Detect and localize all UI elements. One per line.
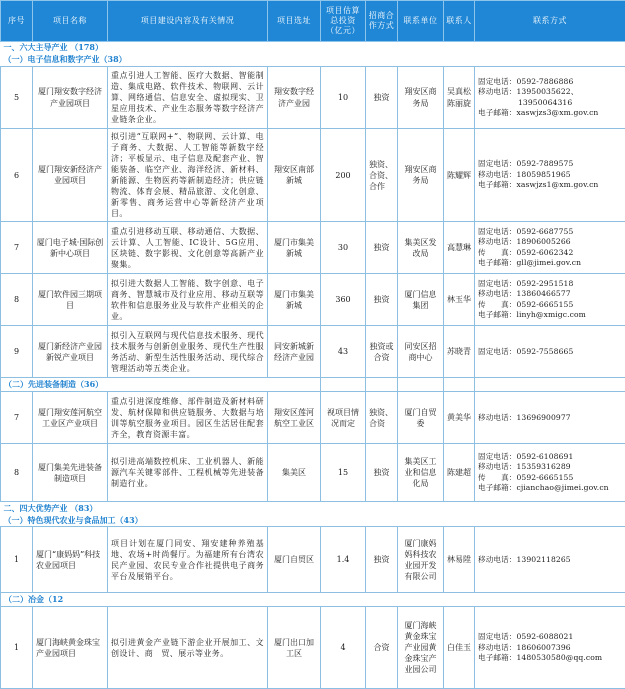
- table-row: [1, 392, 625, 444]
- contact-line: 移动电话：13902118265: [478, 555, 622, 565]
- cell-no: 7: [1, 222, 33, 274]
- table-row: [1, 274, 625, 326]
- header-content: 项目建设内容及有关情况: [108, 1, 268, 42]
- cell-person: 苏晓青: [444, 326, 475, 378]
- cell-investment: 视项目情况而定: [321, 392, 366, 444]
- cell-unit: 同安区招商中心: [398, 326, 444, 378]
- cell-contact: [475, 326, 625, 378]
- contact-line: 移动电话：18606007396: [478, 643, 622, 653]
- cell-mode: 独资: [366, 222, 398, 274]
- subsection-heading-row: [1, 514, 625, 527]
- cell-no: 5: [1, 67, 33, 129]
- section-heading: 二、四大优势产业 （83）: [1, 502, 625, 515]
- contact-line: 移动电话：13950035622、: [478, 87, 622, 97]
- cell-desc: 项目计划在厦门同安、翔安建种养殖基地、农场+时尚餐厅。为福建所有台湾农民产业园、农民专业合作社提供电子商务平台及展销平台。: [108, 527, 268, 593]
- header-row: [1, 1, 625, 42]
- cell-desc: 拟引入互联网与现代信息技术服务、现代技术服务与创新创业服务、现代生产性服务活动、新型生活性服务活动、现代综合管理活动等五类企业。: [108, 326, 268, 378]
- cell-site: 厦门市集美新城: [268, 274, 321, 326]
- header-contact-info: 联系方式: [475, 1, 625, 42]
- section-heading-row: [1, 502, 625, 515]
- cell-name: 厦门翔安数字经济产业园项目: [33, 67, 108, 129]
- cell-unit: 翔安区商务局: [398, 129, 444, 222]
- cell-mode: 独资、合资: [366, 392, 398, 444]
- cell-desc: 拟引进“互联网+”、物联网、云计算、电子商务、大数据、人工智能等新数字经济；平板显示、电子信息及配套产业、智能装备、临空产业、海洋经济、新材料、新能源、生物医药等新制造经济；供应链物流、体育会展、精品旅游、文化创意、新零售、商务运营中心等新经济产业项目。: [108, 129, 268, 222]
- cell-name: 厦门新经济产业园新锐产业项目: [33, 326, 108, 378]
- cell-mode: 独资: [366, 444, 398, 502]
- cell-investment: 10: [321, 67, 366, 129]
- cell-mode: 独资: [366, 274, 398, 326]
- cell-person: 林玉华: [444, 274, 475, 326]
- cell-site: 集美区: [268, 444, 321, 502]
- section-heading: 一、六大主导产业 （178）: [1, 42, 625, 55]
- cell-mode: 独资或合资: [366, 326, 398, 378]
- cell-investment: 30: [321, 222, 366, 274]
- cell-site: 同安新城新经济产业园: [268, 326, 321, 378]
- cell-investment: 200: [321, 129, 366, 222]
- cell-no: 8: [1, 444, 33, 502]
- contact-line: 移动电话：18059851965: [478, 170, 622, 180]
- cell-desc: 重点引进移动互联、移动通信、大数据、云计算、人工智能、IC设计、5G应用、区块链、数字影视、文化创意等高新产业聚集。: [108, 222, 268, 274]
- contact-line: 传 真：0592-6665155: [478, 300, 622, 310]
- table-row: [1, 67, 625, 129]
- empty-cell: [398, 378, 444, 392]
- contact-line: 电子邮箱：1480530580@qq.com: [478, 653, 622, 663]
- contact-line: 移动电话：13860466577: [478, 289, 622, 299]
- contact-line: 固定电话：0592-6687755: [478, 227, 622, 237]
- cell-name: 厦门翔安新经济产业园项目: [33, 129, 108, 222]
- cell-person: 陈建超: [444, 444, 475, 502]
- contact-line: 固定电话：0592-6088021: [478, 632, 622, 642]
- cell-unit: 厦门自贸委: [398, 392, 444, 444]
- section-heading-row: [1, 42, 625, 55]
- cell-investment: 4: [321, 607, 366, 689]
- contact-line: 移动电话：15359316289: [478, 462, 622, 472]
- cell-site: 厦门出口加工区: [268, 607, 321, 689]
- contact-line: 移动电话：18906005266: [478, 237, 622, 247]
- cell-site: 厦门自贸区: [268, 527, 321, 593]
- header-site: 项目选址: [268, 1, 321, 42]
- cell-no: 8: [1, 274, 33, 326]
- cell-name: 厦门电子城·国际创新中心项目: [33, 222, 108, 274]
- cell-mode: 合资: [366, 607, 398, 689]
- cell-name: 厦门翔安莲河航空工业区产业项目: [33, 392, 108, 444]
- cell-unit: 厦门海峡黄金珠宝产业园黄金珠宝产业园公司: [398, 607, 444, 689]
- subsection-heading-row: [1, 378, 625, 392]
- contact-line: 13950064316: [478, 98, 622, 108]
- cell-contact: [475, 444, 625, 502]
- cell-person: 白佳玉: [444, 607, 475, 689]
- cell-contact: [475, 607, 625, 689]
- table-row: [1, 444, 625, 502]
- subsection-heading-row: [1, 54, 625, 67]
- table-row: [1, 527, 625, 593]
- cell-mode: 独资、合资、合作: [366, 129, 398, 222]
- contact-line: 电子邮箱：cjianchao@jimei.gov.cn: [478, 483, 622, 493]
- contact-line: 固定电话：0592-2951518: [478, 279, 622, 289]
- empty-cell: [321, 378, 366, 392]
- cell-site: 翔安数字经济产业园: [268, 67, 321, 129]
- cell-investment: 43: [321, 326, 366, 378]
- contact-line: 电子邮箱：xaswjzs3@xm.gov.cn: [478, 108, 622, 118]
- table-row: [1, 607, 625, 689]
- contact-line: 固定电话：0592-7558665: [478, 347, 622, 357]
- cell-contact: [475, 527, 625, 593]
- cell-name: 厦门集美先进装备制造项目: [33, 444, 108, 502]
- subsection-heading: （一）特色现代农业与食品加工（43）: [1, 514, 625, 527]
- cell-person: 吴真松 陈丽旋: [444, 67, 475, 129]
- header-cooperation-mode: 招商合作方式: [366, 1, 398, 42]
- table-row: [1, 222, 625, 274]
- cell-investment: 1.4: [321, 527, 366, 593]
- cell-contact: [475, 392, 625, 444]
- cell-desc: 拟引进高端数控机床、工业机器人、新能源汽车关键零部件、工程机械等先进装备制造行业。: [108, 444, 268, 502]
- cell-desc: 拟引进大数据人工智能、数字创意、电子商务、智慧城市及行业应用、移动互联等软件和信息服务业及与软件产业相关的企业。: [108, 274, 268, 326]
- cell-no: 1: [1, 527, 33, 593]
- subsection-heading: （一）电子信息和数字产业（38）: [1, 54, 625, 67]
- contact-line: 固定电话：0592-6108691: [478, 452, 622, 462]
- cell-unit: 集美区工业和信息化局: [398, 444, 444, 502]
- header-contact-unit: 联系单位: [398, 1, 444, 42]
- contact-line: 固定电话：0592-7886886: [478, 77, 622, 87]
- header-investment: 项目估算总投资（亿元）: [321, 1, 366, 42]
- contact-line: 电子邮箱：gll@jimei.gov.cn: [478, 258, 622, 268]
- contact-line: 固定电话：0592-7889575: [478, 159, 622, 169]
- cell-unit: 翔安区商务局: [398, 67, 444, 129]
- cell-unit: 厦门康妈妈科技农业园开发有限公司: [398, 527, 444, 593]
- subsection-heading: （二）先进装备制造（36）: [1, 378, 321, 392]
- cell-unit: 集美区发改局: [398, 222, 444, 274]
- cell-person: 陈耀辉: [444, 129, 475, 222]
- cell-contact: [475, 129, 625, 222]
- cell-no: 1: [1, 607, 33, 689]
- cell-desc: 重点引进人工智能、医疗大数据、智能制造、集成电路、软件技术、物联网、云计算、网络通信、信息安全、虚拟现实、卫星应用技术、产业生态服务等数字经济产业链条企业。: [108, 67, 268, 129]
- cell-no: 7: [1, 392, 33, 444]
- table-row: [1, 129, 625, 222]
- empty-cell: [366, 378, 398, 392]
- contact-line: 传 真：0592-6062342: [478, 248, 622, 258]
- cell-desc: 重点引进深度维修、部件制造及新材料研发、航材保障和供应链服务、大数据与培训等航空服务业项目。园区生活居住配套齐全，教育资源丰富。: [108, 392, 268, 444]
- cell-mode: 独资: [366, 67, 398, 129]
- cell-name: 厦门海峡黄金珠宝产业园项目: [33, 607, 108, 689]
- header-no: 序号: [1, 1, 33, 42]
- cell-person: 林易陞: [444, 527, 475, 593]
- table-row: [1, 326, 625, 378]
- contact-line: 电子邮箱：linyh@xmigc.com: [478, 310, 622, 320]
- cell-site: 厦门市集美新城: [268, 222, 321, 274]
- cell-no: 6: [1, 129, 33, 222]
- cell-person: 高慧琳: [444, 222, 475, 274]
- cell-desc: 拟引进黄金产业链下游企业开展加工、文创设计、商 贸、展示等业务。: [108, 607, 268, 689]
- cell-name: 厦门“康妈妈”科技农业园项目: [33, 527, 108, 593]
- cell-site: 翔安区莲河航空工业区: [268, 392, 321, 444]
- cell-investment: 15: [321, 444, 366, 502]
- cell-contact: [475, 274, 625, 326]
- contact-line: 传 真：0592-6665155: [478, 473, 622, 483]
- cell-person: 黄美华: [444, 392, 475, 444]
- subsection-heading-row: [1, 593, 625, 607]
- cell-name: 厦门软件园三期项目: [33, 274, 108, 326]
- cell-investment: 360: [321, 274, 366, 326]
- cell-unit: 厦门信息集团: [398, 274, 444, 326]
- empty-cell: [475, 378, 625, 392]
- cell-contact: [475, 222, 625, 274]
- contact-line: 电子邮箱：xaswjzs1@xm.gov.cn: [478, 180, 622, 190]
- empty-cell: [444, 378, 475, 392]
- subsection-heading: （二）冶金（12: [1, 593, 625, 607]
- header-contact-person: 联系人: [444, 1, 475, 42]
- cell-no: 9: [1, 326, 33, 378]
- cell-mode: 独资: [366, 527, 398, 593]
- header-name: 项目名称: [33, 1, 108, 42]
- contact-line: 移动电话：13696900977: [478, 413, 622, 423]
- cell-contact: [475, 67, 625, 129]
- cell-site: 翔安区南部新城: [268, 129, 321, 222]
